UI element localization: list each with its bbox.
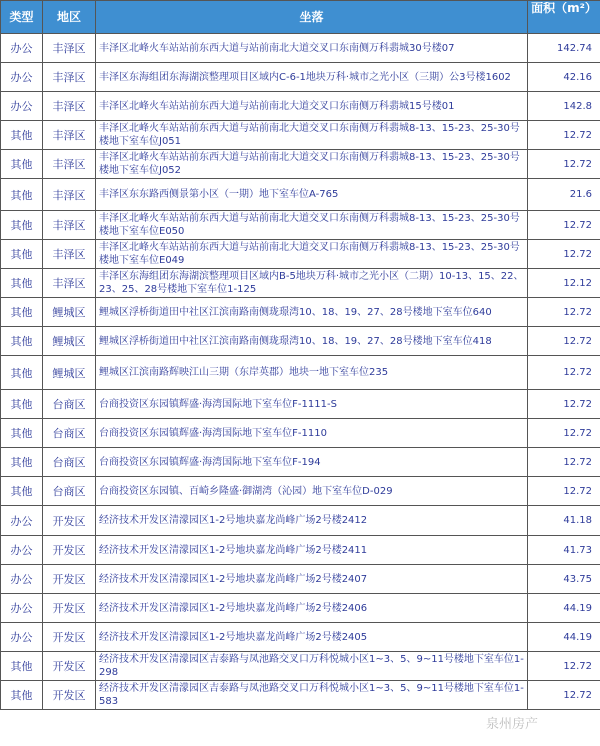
table-row [1,150,600,179]
cell-address[interactable]: 丰泽区东海组团东海湖滨整理项目区域内C-6-1地块万科·城市之光小区（三期）公3号楼1602 [96,63,528,92]
table-row [1,92,600,121]
cell-type[interactable]: 其他 [1,179,43,211]
cell-area[interactable]: 12.72 [528,652,600,681]
table-row [1,211,600,240]
cell-address[interactable]: 经济技术开发区清濛园区1-2号地块嘉龙尚峰广场2号楼2412 [96,506,528,536]
cell-address[interactable]: 丰泽区北峰火车站站前东西大道与站前南北大道交叉口东南侧万科翡城8-13、15-23、25-30号楼地下室车位E050 [96,211,528,240]
cell-address[interactable]: 鲤城区浮桥街道田中社区江滨南路南侧珑璟湾10、18、19、27、28号楼地下室车位418 [96,327,528,356]
cell-area[interactable]: 12.72 [528,298,600,327]
table-row [1,34,600,63]
cell-type[interactable]: 办公 [1,506,43,536]
cell-address[interactable]: 台商投资区东园镇辉盛·海湾国际地下室车位F-1110 [96,419,528,448]
cell-district[interactable]: 鲤城区 [43,327,96,356]
cell-address[interactable]: 经济技术开发区清濛园区1-2号地块嘉龙尚峰广场2号楼2405 [96,623,528,652]
table-row [1,298,600,327]
cell-type[interactable]: 办公 [1,92,43,121]
cell-type[interactable]: 办公 [1,594,43,623]
cell-district[interactable]: 丰泽区 [43,179,96,211]
header-district[interactable]: 地区 [43,1,96,34]
cell-district[interactable]: 开发区 [43,536,96,565]
table-row [1,477,600,506]
table-row [1,681,600,710]
table-row [1,269,600,298]
cell-type[interactable]: 办公 [1,536,43,565]
cell-address[interactable]: 丰泽区北峰火车站站前东西大道与站前南北大道交叉口东南侧万科翡城30号楼07 [96,34,528,63]
cell-district[interactable]: 开发区 [43,681,96,710]
cell-area[interactable]: 12.72 [528,121,600,150]
cell-area[interactable]: 142.8 [528,92,600,121]
cell-area[interactable]: 12.72 [528,390,600,419]
cell-district[interactable]: 丰泽区 [43,34,96,63]
cell-address[interactable]: 丰泽区北峰火车站站前东西大道与站前南北大道交叉口东南侧万科翡城8-13、15-23、25-30号楼地下室车位J051 [96,121,528,150]
cell-area[interactable]: 12.72 [528,448,600,477]
cell-area[interactable]: 42.16 [528,63,600,92]
cell-type[interactable]: 其他 [1,652,43,681]
cell-district[interactable]: 丰泽区 [43,269,96,298]
cell-type[interactable]: 其他 [1,419,43,448]
cell-area[interactable]: 41.18 [528,506,600,536]
cell-district[interactable]: 丰泽区 [43,92,96,121]
cell-type[interactable]: 其他 [1,327,43,356]
cell-area[interactable]: 12.72 [528,477,600,506]
cell-district[interactable]: 鲤城区 [43,356,96,390]
cell-district[interactable]: 台商区 [43,419,96,448]
table-row [1,448,600,477]
cell-type[interactable]: 其他 [1,211,43,240]
cell-district[interactable]: 丰泽区 [43,211,96,240]
cell-district[interactable]: 开发区 [43,506,96,536]
header-row [1,1,600,34]
table-body [1,34,600,710]
cell-type[interactable]: 办公 [1,34,43,63]
table-row [1,121,600,150]
cell-address[interactable]: 鲤城区江滨南路辉映江山三期（东岸英郡）地块一地下室车位235 [96,356,528,390]
cell-district[interactable]: 开发区 [43,652,96,681]
table-row [1,356,600,390]
cell-district[interactable]: 鲤城区 [43,298,96,327]
cell-district[interactable]: 开发区 [43,594,96,623]
table-row [1,565,600,594]
table-row [1,240,600,269]
cell-address[interactable]: 经济技术开发区清濛园区1-2号地块嘉龙尚峰广场2号楼2407 [96,565,528,594]
cell-address[interactable]: 丰泽区东东路西侧景第小区（一期）地下室车位A-765 [96,179,528,211]
cell-district[interactable]: 丰泽区 [43,63,96,92]
cell-area[interactable]: 41.73 [528,536,600,565]
cell-type[interactable]: 其他 [1,448,43,477]
watermark: 泉州房产 [485,717,538,732]
cell-type[interactable]: 其他 [1,298,43,327]
cell-type[interactable]: 其他 [1,240,43,269]
cell-area[interactable]: 12.72 [528,419,600,448]
header-area-label: 面积（m²） [531,2,597,15]
cell-address[interactable]: 经济技术开发区清濛园区1-2号地块嘉龙尚峰广场2号楼2411 [96,536,528,565]
cell-area[interactable]: 12.72 [528,327,600,356]
cell-address[interactable]: 丰泽区北峰火车站站前东西大道与站前南北大道交叉口东南侧万科翡城15号楼01 [96,92,528,121]
cell-type[interactable]: 办公 [1,623,43,652]
table-row [1,327,600,356]
cell-district[interactable]: 开发区 [43,623,96,652]
cell-district[interactable]: 开发区 [43,565,96,594]
cell-type[interactable]: 其他 [1,356,43,390]
header-area[interactable] [528,1,600,34]
cell-address[interactable]: 丰泽区北峰火车站站前东西大道与站前南北大道交叉口东南侧万科翡城8-13、15-23、25-30号楼地下室车位E049 [96,240,528,269]
cell-area[interactable]: 142.74 [528,34,600,63]
cell-district[interactable]: 丰泽区 [43,240,96,269]
cell-area[interactable]: 21.6 [528,179,600,211]
cell-type[interactable]: 其他 [1,681,43,710]
cell-address[interactable]: 丰泽区东海组团东海湖滨整理项目区域内B-5地块万科·城市之光小区（二期）10-13、15、22、23、25、28号楼地下室车位1-125 [96,269,528,298]
cell-address[interactable]: 鲤城区浮桥街道田中社区江滨南路南侧珑璟湾10、18、19、27、28号楼地下室车位640 [96,298,528,327]
cell-district[interactable]: 丰泽区 [43,150,96,179]
cell-district[interactable]: 台商区 [43,448,96,477]
cell-area[interactable]: 12.72 [528,150,600,179]
table-row [1,419,600,448]
cell-district[interactable]: 丰泽区 [43,121,96,150]
cell-area[interactable]: 12.72 [528,240,600,269]
cell-area[interactable]: 44.19 [528,623,600,652]
cell-address[interactable]: 经济技术开发区清濛园区吉泰路与凤池路交叉口万科悦城小区1~3、5、9~11号楼地下室车位1-298 [96,652,528,681]
cell-address[interactable]: 台商投资区东园镇、百崎乡隆盛·御湖湾（沁园）地下室车位D-029 [96,477,528,506]
cell-type[interactable]: 办公 [1,63,43,92]
cell-type[interactable]: 其他 [1,269,43,298]
cell-address[interactable]: 台商投资区东园镇辉盛·海湾国际地下室车位F-1111-S [96,390,528,419]
cell-type[interactable]: 其他 [1,150,43,179]
cell-area[interactable]: 12.12 [528,269,600,298]
cell-district[interactable]: 台商区 [43,477,96,506]
cell-address[interactable]: 经济技术开发区清濛园区1-2号地块嘉龙尚峰广场2号楼2406 [96,594,528,623]
table-row [1,179,600,211]
cell-address[interactable]: 经济技术开发区清濛园区吉泰路与凤池路交叉口万科悦城小区1~3、5、9~11号楼地下室车位1-583 [96,681,528,710]
table-row [1,623,600,652]
cell-type[interactable]: 其他 [1,390,43,419]
cell-area[interactable]: 12.72 [528,681,600,710]
cell-area[interactable]: 12.72 [528,356,600,390]
header-type[interactable]: 类型 [1,1,43,34]
header-address[interactable]: 坐落 [96,1,528,34]
cell-type[interactable]: 办公 [1,565,43,594]
cell-district[interactable]: 台商区 [43,390,96,419]
table-row [1,536,600,565]
table-row [1,63,600,92]
cell-address[interactable]: 丰泽区北峰火车站站前东西大道与站前南北大道交叉口东南侧万科翡城8-13、15-23、25-30号楼地下室车位J052 [96,150,528,179]
table-row [1,390,600,419]
cell-area[interactable]: 12.72 [528,211,600,240]
cell-type[interactable]: 其他 [1,477,43,506]
table-row [1,506,600,536]
cell-area[interactable]: 43.75 [528,565,600,594]
cell-area[interactable]: 44.19 [528,594,600,623]
cell-address[interactable]: 台商投资区东园镇辉盛·海湾国际地下室车位F-194 [96,448,528,477]
table-row [1,652,600,681]
table-row [1,594,600,623]
cell-type[interactable]: 其他 [1,121,43,150]
